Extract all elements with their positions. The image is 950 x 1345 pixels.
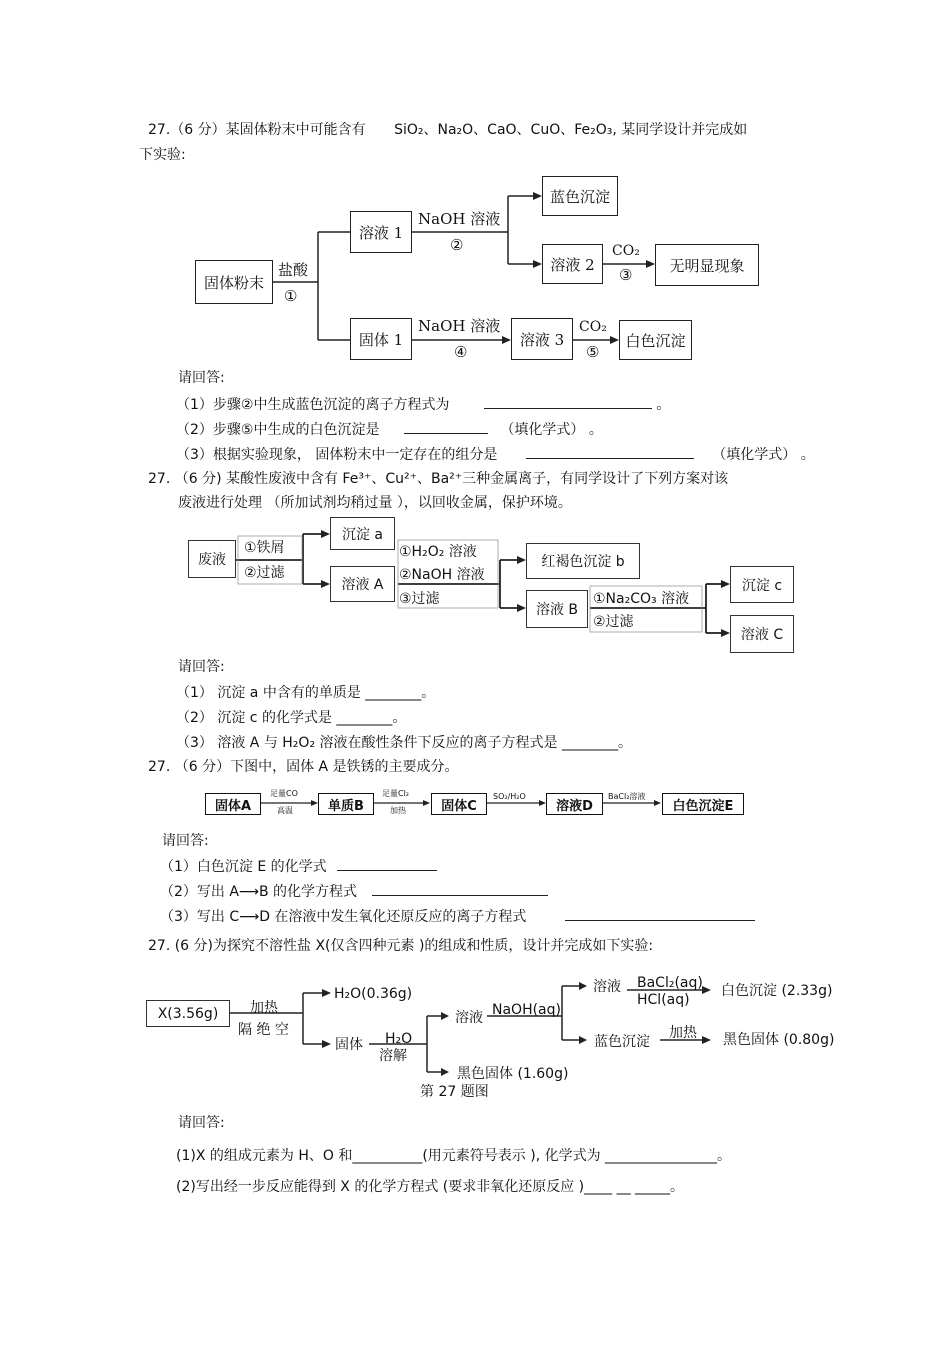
q4-product-black-1: 黑色固体 (0.80g) [723, 1032, 835, 1048]
q4-label-isolate: 隔 绝 空 [238, 1022, 289, 1038]
q1-label-co2-b: CO₂ [579, 319, 607, 335]
q4-product-h2o: H₂O(0.36g) [334, 986, 413, 1002]
q2-part-2: （2） 沉淀 c 的化学式是 ________。 [176, 710, 407, 726]
q3-label-1-bottom: 高温 [277, 806, 293, 815]
q4-product-black-2: 黑色固体 (1.60g) [457, 1066, 569, 1082]
q1-label-hcl: 盐酸 [278, 261, 309, 279]
q4-product-blue: 蓝色沉淀 [594, 1034, 650, 1050]
q2-step-h2o2: ①H₂O₂ 溶液 [399, 544, 477, 560]
q1-box-no-change: 无明显现象 [655, 244, 759, 286]
q4-product-solid: 固体 [335, 1037, 363, 1053]
q1-box-blue-precipitate: 蓝色沉淀 [542, 176, 618, 216]
q2-box-ppt-c: 沉淀 c [730, 566, 794, 603]
q1-label-naoh-a: NaOH 溶液 [418, 210, 501, 228]
q1-step-3: ③ [619, 266, 633, 284]
q3-label-2-bottom: 加热 [390, 806, 406, 815]
q1-part-1-end: 。 [656, 397, 671, 413]
q3-box-a: 固体A [205, 793, 261, 815]
q2-step-filter-2: ②过滤 [593, 614, 634, 630]
q2-box-sol-c: 溶液 C [730, 615, 794, 653]
q3-label-4-top: BaCl₂溶液 [608, 792, 646, 801]
q1-stem-text-a: 27.（6 分）某固体粉末中可能含有 [148, 122, 366, 138]
q4-label-hcl: HCl(aq) [637, 992, 690, 1008]
q4-label-dissolve: 溶解 [379, 1048, 407, 1064]
q1-box-white-precipitate: 白色沉淀 [619, 320, 692, 360]
q1-stem-line2: 下实验: [139, 147, 186, 163]
q2-step-filter: ③过滤 [399, 591, 440, 607]
q2-stem-line1: 27. （6 分) 某酸性废液中含有 Fe³⁺、Cu²⁺、Ba²⁺三种金属离子，有同学设计了下列方案对该 [148, 471, 729, 487]
q4-box-x: X(3.56g) [146, 1000, 230, 1027]
q3-ask: 请回答: [162, 833, 209, 849]
q4-label-heat: 加热 [250, 1000, 278, 1016]
q3-label-3-top: SO₂/H₂O [493, 792, 526, 801]
q4-label-bacl2: BaCl₂(aq) [637, 975, 703, 991]
q4-product-solution: 溶液 [455, 1010, 483, 1026]
q4-label-h2o: H₂O [385, 1031, 413, 1047]
q1-label-naoh-b: NaOH 溶液 [418, 317, 501, 335]
q3-part-1-text: （1）白色沉淀 E 的化学式 [160, 859, 327, 875]
q3-stem: 27. （6 分）下图中，固体 A 是铁锈的主要成分。 [148, 759, 459, 775]
q3-label-2-top: 足量Cl₂ [382, 789, 410, 798]
q1-step-4: ④ [454, 343, 468, 361]
q3-box-d: 溶液D [546, 793, 603, 815]
q2-ask: 请回答: [178, 659, 225, 675]
q1-box-solution-1: 溶液 1 [350, 211, 412, 253]
q3-label-1-top: 足量CO [270, 789, 298, 798]
q1-box-solution-2: 溶液 2 [542, 244, 603, 284]
q1-box-solid-1: 固体 1 [350, 318, 412, 360]
q4-ask: 请回答: [178, 1115, 225, 1131]
q1-stem-formulas: SiO₂、Na₂O、CaO、CuO、Fe₂O₃, [394, 122, 617, 138]
q4-product-solution-2: 溶液 [593, 979, 621, 995]
q2-reagent-1: ①铁屑 [244, 540, 285, 556]
q1-label-co2-a: CO₂ [612, 243, 640, 259]
q1-part-1-text: （1）步骤②中生成蓝色沉淀的离子方程式为 [176, 397, 450, 413]
q3-part-3-text: （3）写出 C⟶D 在溶液中发生氧化还原反应的离子方程式 [160, 909, 527, 925]
q3-box-e: 白色沉淀E [662, 793, 744, 815]
q1-ask: 请回答: [178, 370, 225, 386]
q1-part-3-end: （填化学式） 。 [712, 447, 815, 463]
q3-part-2-text: （2）写出 A⟶B 的化学方程式 [160, 884, 358, 900]
q4-part-1: (1)X 的组成元素为 H、O 和__________(用元素符号表示 ), 化学式为 ________________。 [176, 1148, 732, 1164]
q2-box-sol-a: 溶液 A [330, 566, 395, 602]
q1-stem-text-b: 某同学设计并完成如 [621, 122, 748, 138]
q1-part-2-end: （填化学式） 。 [500, 422, 603, 438]
q1-step-2: ② [450, 236, 464, 254]
q2-reagent-2: ②过滤 [244, 565, 285, 581]
q1-part-2-text: （2）步骤⑤中生成的白色沉淀是 [176, 422, 380, 438]
q4-part-2: (2)写出经一步反应能得到 X 的化学方程式 (要求非氧化还原反应 )____ __ _____。 [176, 1179, 685, 1195]
q2-box-waste: 废液 [188, 540, 236, 578]
q4-label-naoh: NaOH(aq) [492, 1002, 561, 1018]
q2-box-ppt-a: 沉淀 a [330, 517, 395, 550]
q3-box-c: 固体C [431, 793, 487, 815]
q1-step-1: ① [284, 287, 298, 305]
q1-box-solution-3: 溶液 3 [511, 318, 573, 360]
q3-box-b: 单质B [318, 793, 374, 815]
q1-step-5: ⑤ [586, 343, 600, 361]
q2-box-sol-b: 溶液 B [526, 590, 588, 628]
q2-step-naoh: ②NaOH 溶液 [399, 567, 485, 583]
q2-stem-line2: 废液进行处理 （所加试剂均稍过量 ），以回收金属，保护环境。 [178, 495, 572, 511]
q2-part-3: （3） 溶液 A 与 H₂O₂ 溶液在酸性条件下反应的离子方程式是 ________。 [176, 735, 632, 751]
q4-label-heat-2: 加热 [669, 1025, 697, 1041]
q1-part-3-text: （3）根据实验现象， 固体粉末中一定存在的组分是 [176, 447, 498, 463]
q4-stem: 27. (6 分)为探究不溶性盐 X(仅含四种元素 )的组成和性质，设计并完成如下实验: [148, 938, 654, 954]
q2-step-na2co3: ①Na₂CO₃ 溶液 [593, 591, 690, 607]
q4-product-white: 白色沉淀 (2.33g) [721, 983, 833, 999]
q1-box-solid-powder: 固体粉末 [195, 260, 273, 304]
q4-figure-caption: 第 27 题图 [420, 1084, 489, 1100]
q2-part-1: （1） 沉淀 a 中含有的单质是 ________。 [176, 685, 436, 701]
q2-box-red-brown: 红褐色沉淀 b [526, 543, 640, 579]
